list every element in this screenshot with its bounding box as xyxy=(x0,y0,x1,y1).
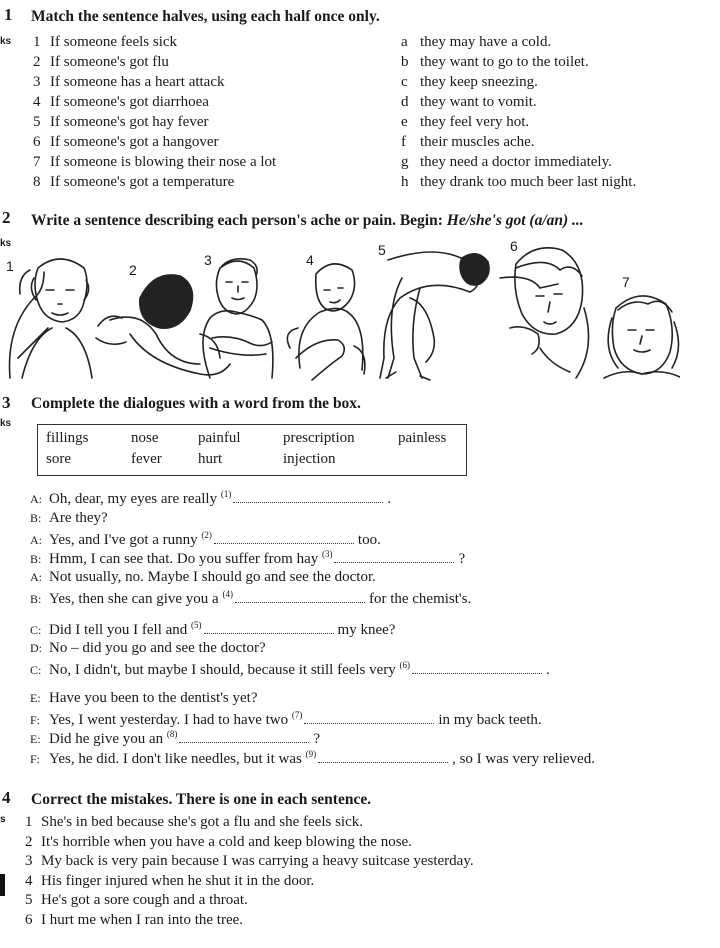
match-left-text: If someone's got hay fever xyxy=(50,114,209,130)
match-left-text: If someone's got a hangover xyxy=(50,134,219,150)
dialogue-text-after: in my back teeth. xyxy=(438,712,542,728)
figure-number: 3 xyxy=(204,252,212,268)
answer-blank[interactable] xyxy=(204,621,334,634)
dialogue-line xyxy=(30,530,381,549)
answer-blank[interactable] xyxy=(412,661,542,674)
exercise-4-heading: Correct the mistakes. There is one in each sentence. xyxy=(31,791,372,808)
gap-number: (2) xyxy=(201,530,212,540)
exercise-3-side-label: ks xyxy=(0,418,12,429)
person-3-stomachache-figure xyxy=(203,259,273,378)
answer-blank[interactable] xyxy=(179,730,309,743)
match-left-text: If someone's got diarrhoea xyxy=(50,94,209,110)
dialogue-text-after: ? xyxy=(458,551,466,567)
gap-number: (5) xyxy=(191,620,202,630)
mistake-number: 3 xyxy=(25,853,33,869)
word-box-item: hurt xyxy=(198,451,223,467)
answer-blank[interactable] xyxy=(304,711,434,724)
speaker-label: B: xyxy=(30,552,42,566)
dialogue-text: Did he give you an xyxy=(49,731,164,747)
mistake-number: 1 xyxy=(25,814,33,830)
match-right-text: they keep sneezing. xyxy=(420,74,538,90)
answer-blank[interactable] xyxy=(214,531,354,544)
match-right-text: they drank too much beer last night. xyxy=(420,174,637,190)
dialogue-text: Did I tell you I fell and xyxy=(49,622,188,638)
figure-number: 6 xyxy=(510,238,518,254)
match-right-letter: h xyxy=(401,174,409,190)
figure-number: 1 xyxy=(6,258,14,274)
speaker-label: A: xyxy=(30,492,42,506)
dialogue-line xyxy=(30,589,471,608)
match-left-number: 3 xyxy=(33,74,41,90)
exercise-1-number: 1 xyxy=(4,5,13,24)
word-box-item: painful xyxy=(198,430,241,446)
dialogue-text-after: too. xyxy=(357,532,381,548)
match-right-text: they want to go to the toilet. xyxy=(420,54,589,70)
dialogue-text-after: my knee? xyxy=(337,622,396,638)
match-right-text: they may have a cold. xyxy=(420,34,552,50)
dialogue-text: Are they? xyxy=(49,510,108,526)
gap-number: (9) xyxy=(305,749,317,759)
dialogue-text: Oh, dear, my eyes are really xyxy=(49,491,218,507)
match-left-number: 4 xyxy=(33,94,41,110)
match-left-number: 7 xyxy=(33,154,41,170)
figure-number: 5 xyxy=(378,242,386,258)
speaker-label: B: xyxy=(30,511,42,525)
word-box-item: sore xyxy=(46,451,71,467)
mistake-sentence: My back is very pain because I was carrying a heavy suitcase yesterday. xyxy=(41,853,474,869)
people-illustration xyxy=(0,238,680,383)
mistake-sentence: His finger injured when he shut it in the door. xyxy=(41,872,315,889)
dialogue-text-after: . xyxy=(387,491,392,507)
answer-blank[interactable] xyxy=(235,590,365,603)
dialogue-text-after: for the chemist's. xyxy=(368,591,472,607)
match-left-number: 2 xyxy=(33,54,41,70)
mistake-number: 6 xyxy=(25,911,33,928)
gap-number: (7) xyxy=(291,710,303,720)
answer-blank[interactable] xyxy=(318,750,448,763)
match-right-letter: e xyxy=(401,114,408,130)
match-right-text: they feel very hot. xyxy=(420,114,530,130)
match-left-number: 6 xyxy=(33,134,41,150)
figure-number: 2 xyxy=(129,262,137,278)
dialogue-text-after: ? xyxy=(313,731,321,747)
person-4-armache-figure xyxy=(287,264,365,380)
speaker-label: A: xyxy=(30,533,42,547)
word-box-item: nose xyxy=(131,430,159,446)
dialogue-text-after: . xyxy=(546,662,550,678)
dialogue-line xyxy=(30,710,542,729)
mistake-sentence: It's horrible when you have a cold and keep blowing the nose. xyxy=(41,833,412,850)
mistake-sentence: I hurt me when I ran into the tree. xyxy=(41,911,244,928)
mistake-sentence: She's in bed because she's got a flu and she feels sick. xyxy=(41,814,363,830)
dialogue-line xyxy=(30,690,257,707)
mistake-number: 2 xyxy=(25,833,33,850)
ailment-illustrations xyxy=(0,238,680,383)
exercise-2-heading: Write a sentence describing each person's ache or pain. Begin: He/she's got (a/an) ... xyxy=(31,212,584,229)
match-left-text: If someone feels sick xyxy=(50,34,178,50)
dialogue-text: Hmm, I can see that. Do you suffer from hay xyxy=(49,551,319,567)
word-box xyxy=(37,424,467,476)
exercise-1-side-label: ks xyxy=(0,36,12,47)
mistake-number: 4 xyxy=(25,872,33,889)
match-right-text: they want to vomit. xyxy=(420,94,537,110)
person-5-backache-bent-figure xyxy=(380,252,489,380)
person-6-toothache-figure xyxy=(500,248,589,378)
dialogue-line xyxy=(30,729,320,748)
speaker-label: E: xyxy=(30,691,41,705)
answer-blank[interactable] xyxy=(233,490,383,503)
speaker-label: B: xyxy=(30,592,42,606)
match-right-letter: b xyxy=(401,54,409,70)
match-left-text: If someone has a heart attack xyxy=(50,74,225,90)
exercise-3-heading: Complete the dialogues with a word from the box. xyxy=(31,395,361,412)
dialogue-text: Yes, and I've got a runny xyxy=(49,532,198,548)
speaker-label: F: xyxy=(30,713,41,727)
word-box-item: painless xyxy=(398,430,447,446)
mistake-sentence: He's got a sore cough and a throat. xyxy=(41,892,248,908)
speaker-label: F: xyxy=(30,752,41,766)
dialogue-line xyxy=(30,549,465,568)
dialogue-line xyxy=(30,489,391,508)
match-left-number: 1 xyxy=(33,34,41,50)
match-right-letter: g xyxy=(401,154,409,170)
word-box-item: fever xyxy=(131,451,162,467)
match-left-number: 8 xyxy=(33,174,41,190)
match-left-text: If someone is blowing their nose a lot xyxy=(50,154,277,170)
word-box-item: fillings xyxy=(46,430,89,446)
match-left-text: If someone's got a temperature xyxy=(50,174,235,190)
dialogue-text: Have you been to the dentist's yet? xyxy=(49,690,258,706)
match-right-text: they need a doctor immediately. xyxy=(420,154,612,170)
gap-number: (4) xyxy=(222,589,233,599)
match-right-text: their muscles ache. xyxy=(420,134,535,150)
dialogue-text: Not usually, no. Maybe I should go and see the doctor. xyxy=(49,569,376,585)
gap-number: (1) xyxy=(220,489,232,499)
dialogue-line xyxy=(30,510,108,527)
match-right-letter: d xyxy=(401,94,409,110)
margin-marker xyxy=(0,874,5,896)
gap-number: (8) xyxy=(166,729,178,739)
gap-number: (6) xyxy=(399,660,411,670)
exercise-4-side-label: s xyxy=(0,814,6,825)
gap-number: (3) xyxy=(321,549,333,559)
answer-blank[interactable] xyxy=(334,550,454,563)
match-left-text: If someone's got flu xyxy=(50,54,169,70)
speaker-label: A: xyxy=(30,570,42,584)
match-left-number: 5 xyxy=(33,114,41,130)
person-1-headache-figure xyxy=(10,259,93,378)
word-box-item: injection xyxy=(283,451,336,467)
mistake-number: 5 xyxy=(25,892,33,908)
match-right-letter: a xyxy=(401,34,408,50)
person-2-backache-figure xyxy=(96,275,230,375)
person-7-earache-figure xyxy=(604,296,680,378)
dialogue-text: Yes, then she can give you a xyxy=(49,591,219,607)
dialogue-line xyxy=(30,640,266,657)
dialogue-text-after: , so I was very relieved. xyxy=(452,751,595,767)
word-box-item: prescription xyxy=(283,430,355,446)
speaker-label: E: xyxy=(30,732,41,746)
dialogue-text: No – did you go and see the doctor? xyxy=(49,640,266,656)
exercise-4-number: 4 xyxy=(2,788,11,807)
dialogue-line xyxy=(30,569,376,586)
dialogue-text: No, I didn't, but maybe I should, because it still feels very xyxy=(49,662,396,678)
speaker-label: C: xyxy=(30,663,42,677)
exercise-2-number: 2 xyxy=(2,208,11,227)
exercise-2-side-label: ks xyxy=(0,238,12,249)
dialogue-line xyxy=(30,620,395,639)
figure-number: 4 xyxy=(306,252,314,268)
match-right-letter: c xyxy=(401,74,408,90)
dialogue-text: Yes, he did. I don't like needles, but it was xyxy=(49,751,302,767)
dialogue-line xyxy=(30,660,550,679)
speaker-label: C: xyxy=(30,623,42,637)
exercise-3-number: 3 xyxy=(2,393,11,412)
speaker-label: D: xyxy=(30,641,42,655)
figure-number: 7 xyxy=(622,274,630,290)
dialogue-text: Yes, I went yesterday. I had to have two xyxy=(49,712,289,728)
match-right-letter: f xyxy=(401,134,406,150)
dialogue-line xyxy=(30,749,595,768)
exercise-1-heading: Match the sentence halves, using each half once only. xyxy=(31,8,380,25)
